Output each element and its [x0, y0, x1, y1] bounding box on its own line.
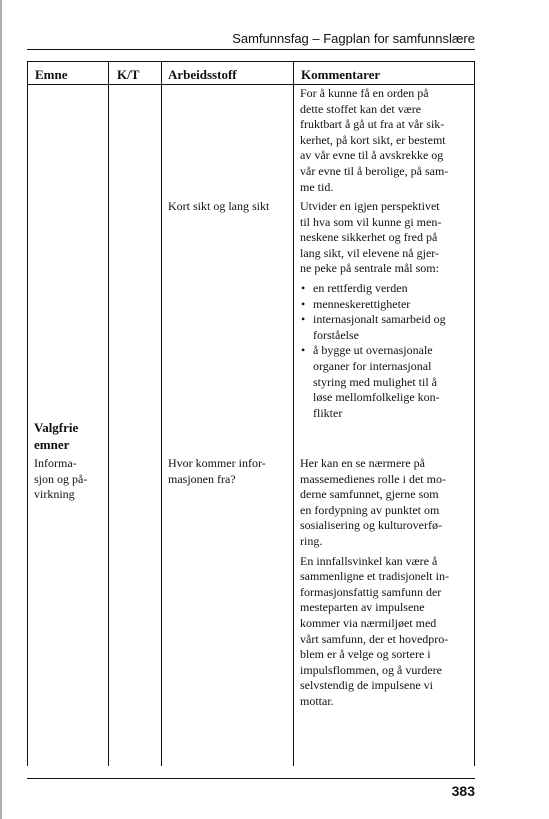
- page-number: 383: [451, 783, 475, 799]
- arbeidsstoff-line: Hvor kommer infor-: [168, 456, 266, 470]
- running-header: Samfunnsfag – Fagplan for samfunnslære: [232, 31, 475, 46]
- comment-block-2: [300, 199, 446, 424]
- comment-line: For å kunne få en orden på: [300, 86, 429, 100]
- column-divider-kt: [108, 61, 109, 766]
- comment-line: kerhet, på kort sikt, er bestemt: [300, 132, 446, 147]
- comment-line: derne samfunnet, gjerne som: [300, 487, 439, 502]
- comment-line: ring.: [300, 533, 323, 548]
- goal-list-item: • å bygge ut overnasjonale organer for internasjonal styring med mulighet til å løse mellomfolkelige kon- flikter: [300, 343, 446, 421]
- emne-subtopic-line: Informa-: [34, 456, 77, 470]
- page-edge-shadow: [0, 0, 2, 819]
- emne-subtopic-line: sjon og på-: [34, 471, 88, 486]
- emne-subtopic-line: virkning: [34, 487, 75, 502]
- comment-line: neskene sikkerhet og fred på: [300, 230, 438, 245]
- comment-block-1: [300, 86, 448, 195]
- emne-subtopic: [34, 456, 87, 503]
- arbeidsstoff-item-2: [168, 456, 266, 487]
- footer-rule: [27, 778, 475, 779]
- comment-line: formasjonsfattig samfunn der: [300, 584, 442, 599]
- column-divider-kommentarer: [293, 61, 294, 766]
- comment-line: massemedienes rolle i det mo-: [300, 471, 446, 486]
- comment-line: selvstendig de impulsene vi: [300, 678, 433, 693]
- table-right-border: [474, 61, 475, 766]
- comment-line: mesteparten av impulsene: [300, 600, 425, 615]
- column-header-kommentarer: Kommentarer: [301, 67, 381, 82]
- column-divider-arbeidsstoff: [161, 61, 162, 766]
- goal-list-item: • en rettferdig verden: [300, 281, 446, 297]
- column-header-arbeidsstoff: Arbeidsstoff: [168, 67, 237, 82]
- header-rule: [27, 49, 475, 50]
- comment-line: blem er å velge og sortere i: [300, 647, 431, 662]
- comment-line: dette stoffet kan det være: [300, 101, 422, 116]
- comment-line: fruktbart å gå ut fra at vår sik-: [300, 117, 445, 132]
- comment-line: til hva som vil kunne gi men-: [300, 214, 442, 229]
- goal-list-item: • menneskerettigheter: [300, 297, 446, 313]
- goal-list: [300, 281, 446, 421]
- column-header-kt: K/T: [117, 67, 140, 82]
- comment-line: lang sikt, vil elevene nå gjer-: [300, 245, 440, 260]
- comment-line: En innfallsvinkel kan være å: [300, 553, 438, 568]
- goal-list-item: • internasjonalt samarbeid og forståelse: [300, 312, 446, 343]
- comment-block-4: [300, 554, 449, 710]
- comment-line: Utvider en igjen perspektivet: [300, 199, 440, 213]
- comment-line: av vår evne til å avskrekke og: [300, 148, 444, 163]
- comment-line: vår evne til å berolige, på sam-: [300, 163, 449, 178]
- comment-line: sosialisering og kulturoverfø-: [300, 518, 442, 533]
- column-header-emne: Emne: [35, 67, 68, 82]
- comment-line: Her kan en se nærmere på: [300, 456, 425, 470]
- table-header-divider: [27, 84, 475, 85]
- comment-block-3: [300, 456, 449, 714]
- comment-line: kommer via nærmiljøet med: [300, 615, 437, 630]
- arbeidsstoff-item-1: Kort sikt og lang sikt: [168, 199, 270, 213]
- comment-line: mottar.: [300, 693, 334, 708]
- comment-line: en fordypning av punktet om: [300, 502, 440, 517]
- comment-line: impulsflommen, og å vurdere: [300, 662, 442, 677]
- comment-line: sammenligne et tradisjonelt in-: [300, 569, 449, 584]
- comment-line: me tid.: [300, 179, 334, 194]
- comment-line: vårt samfunn, der et hovedpro-: [300, 631, 449, 646]
- comment-line: ne peke på sentrale mål som:: [300, 261, 439, 276]
- table-left-border: [27, 61, 28, 766]
- table-top-border: [27, 61, 475, 62]
- emne-title: Valgfrie emner: [34, 420, 79, 452]
- arbeidsstoff-line: masjonen fra?: [168, 471, 236, 486]
